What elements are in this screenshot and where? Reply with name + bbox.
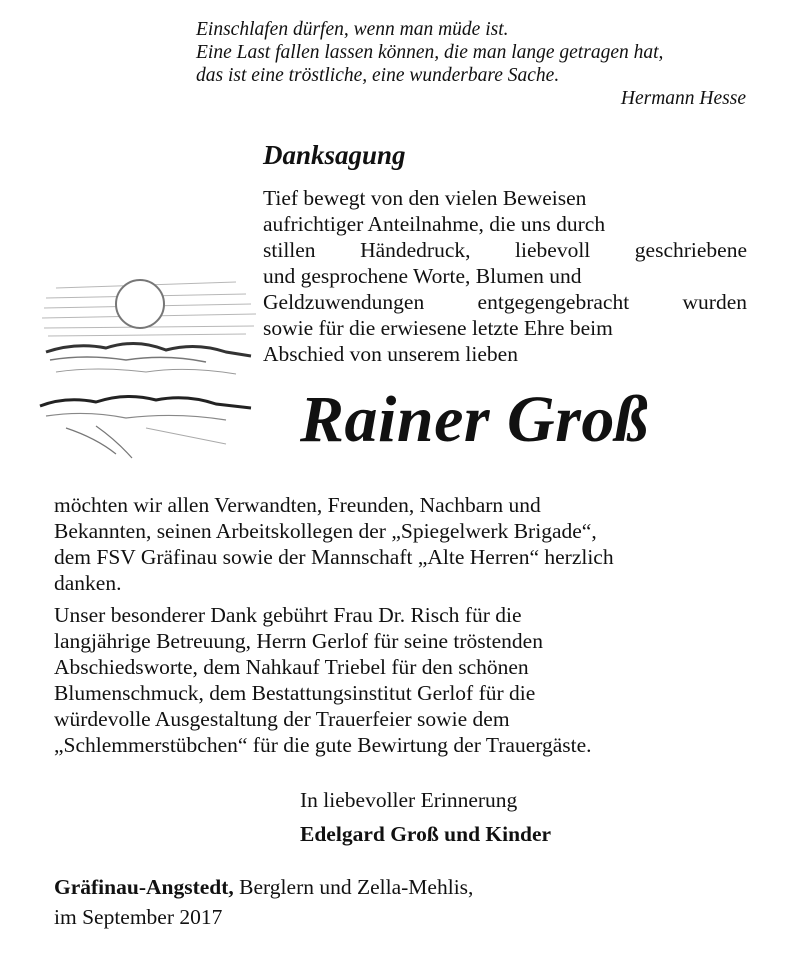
closing-remembrance: In liebevoller Erinnerung [300, 788, 518, 812]
text-line: Abschiedsworte, dem Nahkauf Triebel für den schönen [54, 655, 529, 679]
intro-line: stillen Händedruck, liebevoll geschriebene [263, 238, 747, 262]
text-line: Bekannten, seinen Arbeitskollegen der „Spiegelwerk Brigade“, [54, 519, 597, 543]
place-rest: Berglern und Zella-Mehlis, [233, 875, 474, 899]
intro-line: Abschied von unserem lieben [263, 342, 518, 366]
intro-paragraph [263, 185, 747, 367]
text-line: möchten wir allen Verwandten, Freunden, Nachbarn und [54, 493, 541, 517]
intro-line: Geldzuwendungen entgegengebracht wurden [263, 290, 747, 314]
sunset-landscape-sketch-icon [36, 268, 264, 468]
date-line: im September 2017 [54, 905, 223, 929]
text-line: dem FSV Gräfinau sowie der Mannschaft „Alte Herren“ herzlich [54, 545, 614, 569]
text-line: „Schlemmerstübchen“ für die gute Bewirtung der Trauergäste. [54, 733, 592, 757]
text-line: danken. [54, 571, 122, 595]
place-line [54, 872, 473, 902]
text-line: Unser besonderer Dank gebührt Frau Dr. Risch für die [54, 603, 522, 627]
text-line: langjährige Betreuung, Herrn Gerlof für seine tröstenden [54, 629, 543, 653]
place-bold: Gräfinau-Angstedt, [54, 875, 234, 899]
deceased-name: Rainer Groß [300, 383, 649, 456]
thanks-paragraph-1 [54, 492, 754, 596]
intro-line: sowie für die erwiesene letzte Ehre beim [263, 316, 613, 340]
text-line: würdevolle Ausgestaltung der Trauerfeier sowie dem [54, 707, 510, 731]
closing-signature: Edelgard Groß und Kinder [300, 822, 552, 846]
quote-line: Einschlafen dürfen, wenn man müde ist. [196, 19, 509, 40]
quote-line: Eine Last fallen lassen können, die man lange getragen hat, [196, 42, 664, 63]
intro-line: aufrichtiger Anteilnahme, die uns durch [263, 212, 606, 236]
text-line: Blumenschmuck, dem Bestattungsinstitut Gerlof für die [54, 681, 536, 705]
place-and-date [54, 872, 473, 932]
heading-danksagung: Danksagung [263, 140, 406, 170]
intro-line: und gesprochene Worte, Blumen und [263, 264, 582, 288]
intro-line: Tief bewegt von den vielen Beweisen [263, 186, 587, 210]
thanks-paragraph-2 [54, 602, 754, 758]
quote-author: Hermann Hesse [620, 88, 746, 109]
quote-line: das ist eine tröstliche, eine wunderbare Sache. [196, 65, 560, 86]
epigraph-quote [196, 18, 746, 110]
